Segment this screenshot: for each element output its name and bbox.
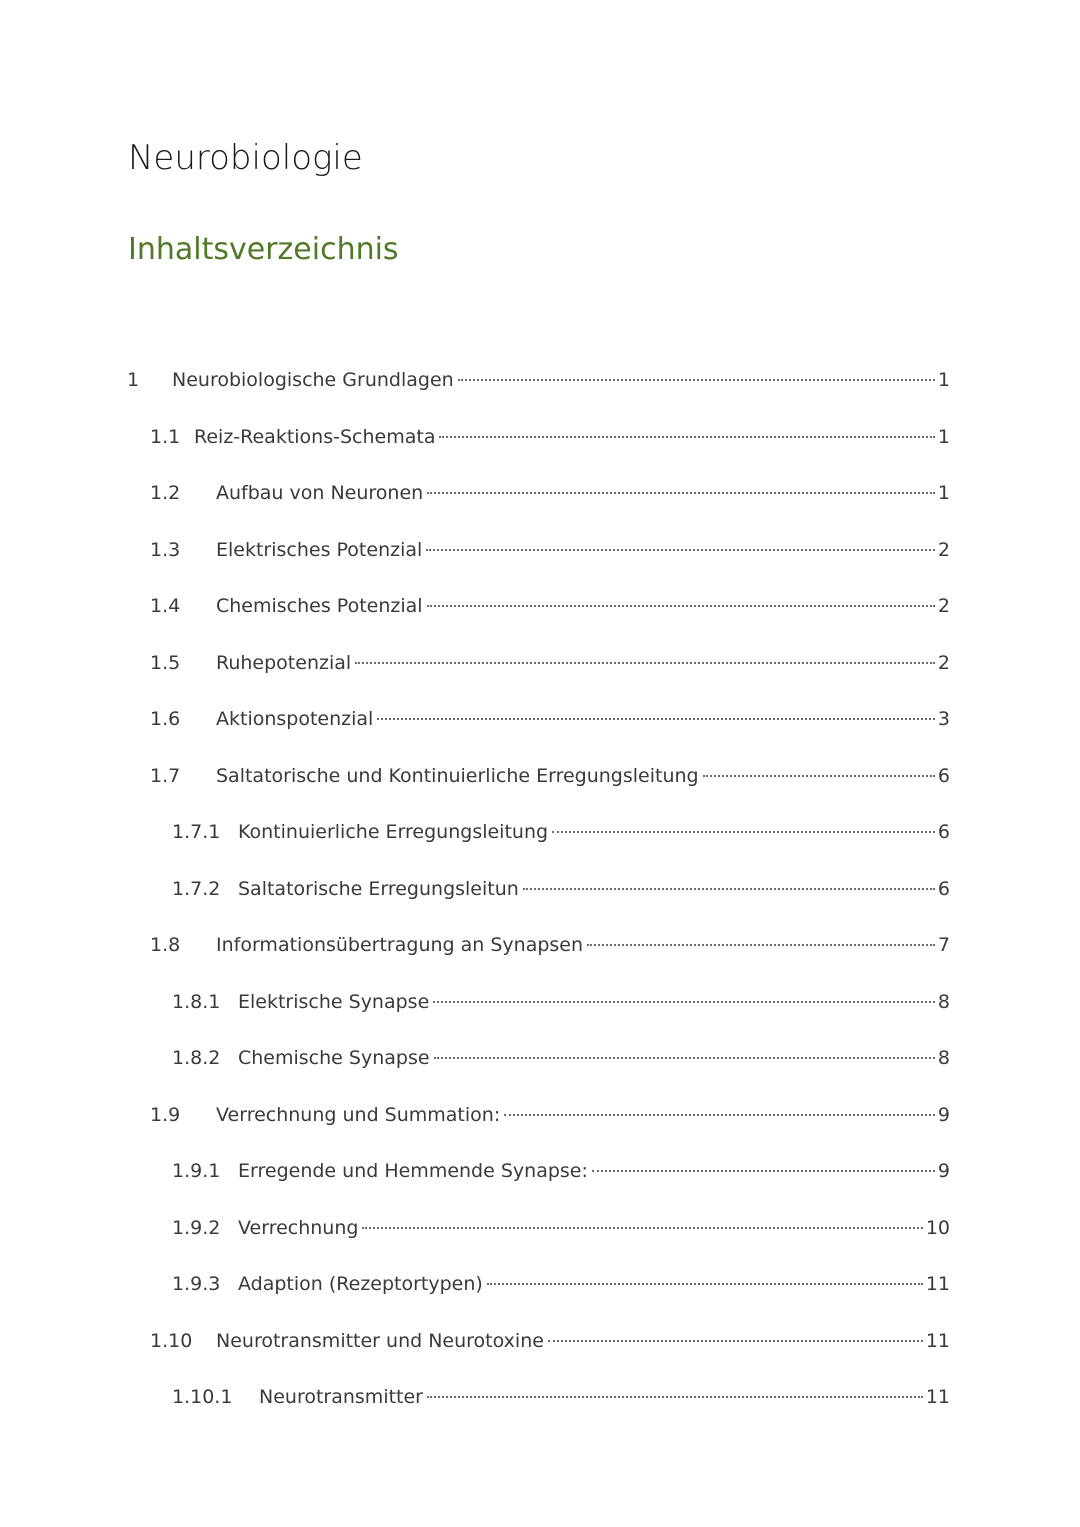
toc-dot-leader — [362, 1227, 922, 1229]
toc-entry-number: 1.9.2 — [172, 1217, 221, 1239]
toc-entry-number: 1.8.2 — [172, 1047, 221, 1069]
toc-entry-page-number: 9 — [937, 1160, 950, 1182]
toc-entry[interactable] — [172, 1217, 950, 1245]
toc-entry-number: 1.6 — [150, 708, 181, 730]
toc-dot-leader — [427, 1396, 923, 1398]
toc-entry-label: Verrechnung — [238, 1217, 359, 1239]
toc-entry-number: 1.9.1 — [172, 1160, 221, 1182]
toc-entry[interactable] — [150, 482, 950, 510]
toc-entry-page-number: 3 — [937, 708, 950, 730]
toc-entry-number: 1.3 — [150, 539, 181, 561]
toc-entry-number: 1.9 — [150, 1104, 181, 1126]
toc-entry-label: Neurotransmitter und Neurotoxine — [216, 1330, 544, 1352]
toc-entry-label: Ruhepotenzial — [216, 652, 352, 674]
toc-entry[interactable] — [150, 595, 950, 623]
toc-dot-leader — [433, 1001, 935, 1003]
toc-entry[interactable] — [150, 426, 950, 454]
toc-entry-label: Verrechnung und Summation: — [216, 1104, 501, 1126]
toc-entry-number: 1.7 — [150, 765, 181, 787]
toc-entry[interactable] — [150, 934, 950, 962]
toc-entry[interactable] — [127, 369, 950, 397]
toc-dot-leader — [355, 662, 935, 664]
toc-entry-label: Elektrisches Potenzial — [216, 539, 423, 561]
toc-entry-page-number: 2 — [937, 652, 950, 674]
toc-entry-label: Saltatorische Erregungsleitun — [238, 878, 519, 900]
toc-entry-page-number: 11 — [925, 1386, 950, 1408]
toc-entry[interactable] — [172, 821, 950, 849]
toc-entry-page-number: 1 — [937, 369, 950, 391]
toc-entry[interactable] — [172, 1386, 950, 1414]
toc-dot-leader — [548, 1340, 923, 1342]
toc-entry-page-number: 8 — [937, 1047, 950, 1069]
toc-entry-page-number: 11 — [925, 1330, 950, 1352]
toc-entry-number: 1.7.2 — [172, 878, 221, 900]
toc-entry-label: Chemische Synapse — [238, 1047, 430, 1069]
toc-dot-leader — [426, 549, 935, 551]
toc-dot-leader — [504, 1114, 935, 1116]
toc-entry[interactable] — [172, 1047, 950, 1075]
toc-entry-page-number: 6 — [937, 765, 950, 787]
toc-entry-page-number: 10 — [925, 1217, 950, 1239]
toc-dot-leader — [587, 944, 935, 946]
toc-dot-leader — [434, 1057, 935, 1059]
toc-dot-leader — [458, 379, 935, 381]
toc-dot-leader — [552, 831, 935, 833]
toc-entry-number: 1.8.1 — [172, 991, 221, 1013]
toc-dot-leader — [377, 718, 935, 720]
toc-entry[interactable] — [150, 1330, 950, 1358]
toc-entry-page-number: 11 — [925, 1273, 950, 1295]
toc-dot-leader — [487, 1283, 923, 1285]
toc-entry-label: Adaption (Rezeptortypen) — [238, 1273, 483, 1295]
toc-entry-page-number: 2 — [937, 595, 950, 617]
toc-entry-number: 1.10.1 — [172, 1386, 233, 1408]
toc-entry-number: 1.9.3 — [172, 1273, 221, 1295]
toc-entry-page-number: 2 — [937, 539, 950, 561]
toc-entry-label: Elektrische Synapse — [238, 991, 430, 1013]
toc-entry[interactable] — [150, 539, 950, 567]
toc-heading: Inhaltsverzeichnis — [128, 232, 399, 267]
toc-entry-page-number: 7 — [937, 934, 950, 956]
toc-entry-label: Erregende und Hemmende Synapse: — [238, 1160, 588, 1182]
toc-entry-label: Aufbau von Neuronen — [216, 482, 424, 504]
toc-entry-label: Saltatorische und Kontinuierliche Erregungsleitung — [216, 765, 699, 787]
toc-entry[interactable] — [150, 708, 950, 736]
toc-entry-number: 1.4 — [150, 595, 181, 617]
toc-entry-label: Kontinuierliche Erregungsleitung — [238, 821, 549, 843]
toc-entry-label: Aktionspotenzial — [216, 708, 374, 730]
toc-dot-leader — [523, 888, 935, 890]
toc-entry-label: Neurotransmitter — [259, 1386, 423, 1408]
toc-entry-number: 1.10 — [150, 1330, 193, 1352]
toc-entry-number: 1.8 — [150, 934, 181, 956]
toc-entry-page-number: 8 — [937, 991, 950, 1013]
toc-entry-label: Informationsübertragung an Synapsen — [216, 934, 584, 956]
toc-entry-page-number: 1 — [937, 426, 950, 448]
toc-entry-number: 1.2 — [150, 482, 181, 504]
toc-entry-label: Chemisches Potenzial — [216, 595, 423, 617]
toc-entry[interactable] — [150, 652, 950, 680]
toc-entry-page-number: 6 — [937, 878, 950, 900]
toc-entry[interactable] — [150, 1104, 950, 1132]
toc-entry-page-number: 1 — [937, 482, 950, 504]
toc-entry-number: 1.5 — [150, 652, 181, 674]
toc-dot-leader — [703, 775, 935, 777]
toc-entry[interactable] — [172, 878, 950, 906]
toc-entry-page-number: 9 — [937, 1104, 950, 1126]
toc-dot-leader — [439, 436, 934, 438]
toc-entry-label: Neurobiologische Grundlagen — [172, 369, 454, 391]
document-title: Neurobiologie — [128, 138, 363, 178]
toc-dot-leader — [427, 605, 935, 607]
toc-entry-number: 1 — [127, 369, 140, 391]
toc-entry[interactable] — [172, 991, 950, 1019]
toc-entry-page-number: 6 — [937, 821, 950, 843]
toc-entry-number: 1.7.1 — [172, 821, 221, 843]
toc-dot-leader — [427, 492, 935, 494]
toc-entry-label: Reiz-Reaktions-Schemata — [194, 426, 436, 448]
toc-entry-number: 1.1 — [150, 426, 181, 448]
toc-entry[interactable] — [150, 765, 950, 793]
toc-dot-leader — [592, 1170, 935, 1172]
toc-entry[interactable] — [172, 1273, 950, 1301]
toc-entry[interactable] — [172, 1160, 950, 1188]
